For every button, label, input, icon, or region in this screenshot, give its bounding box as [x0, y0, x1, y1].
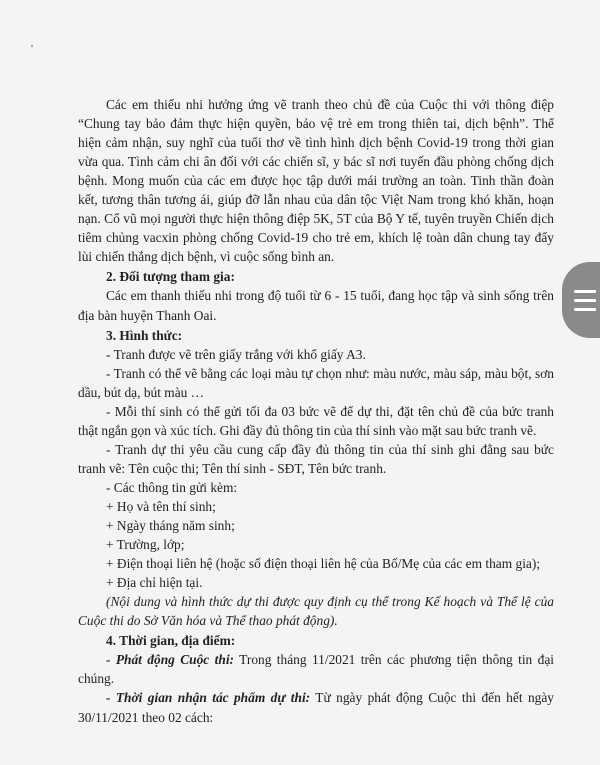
section-3-item: - Tranh dự thi yêu cầu cung cấp đầy đủ thông tin của thí sinh ghi đằng sau bức tranh vẽ: Tên cuộc thi; Tên thí sinh - SĐT, Tên bức tranh. [78, 441, 554, 476]
section-3-item: + Điện thoại liên hệ (hoặc số điện thoại liên hệ của Bố/Mẹ của các em tham gia); [106, 556, 541, 572]
section-3-item: + Địa chỉ hiện tại. [106, 575, 203, 591]
scan-speck [31, 45, 33, 47]
section-3-item: - Tranh có thể vẽ bằng các loại màu tự chọn như: màu nước, màu sáp, màu bột, sơn dầu, bút dạ, bút màu … [78, 365, 554, 400]
launch-label: - Phát động Cuộc thi: [106, 652, 234, 668]
menu-icon[interactable] [562, 262, 600, 338]
receive-paragraph [78, 688, 554, 726]
menu-bar [574, 299, 596, 302]
menu-bar [574, 308, 596, 311]
section-3-item: - Các thông tin gửi kèm: [106, 479, 238, 495]
intro-paragraph: Các em thiếu nhi hưởng ứng vẽ tranh theo chủ đề của Cuộc thi với thông điệp “Chung tay bảo đảm thực hiện quyền, bảo vệ trẻ em trong thiên tai, dịch bệnh”. Thể hiện cảm nhận, suy nghĩ của tuổi thơ về tình hình dịch bệnh Covid-19 trong thời gian vừa qua. Tình cảm chi ân đối với các chiến sĩ, y bác sĩ nơi tuyến đầu phòng chống dịch bệnh. Mong muốn của các em được học tập dưới mái trường an toàn. Tinh thần đoàn kết, tương thân tương ái, giúp đỡ lẫn nhau của dân tộc Việt Nam trong khó khăn, hoạn nạn. Cổ vũ mọi người thực hiện thông điệp 5K, 5T của Bộ Y tế, tuyên truyền Chiến dịch tiêm chủng vacxin phòng chống Covid-19 cho trẻ em, khích lệ toàn dân chung tay đẩy lùi chiến thắng dịch bệnh, vì cuộc sống bình an. [78, 97, 554, 265]
section-3-item: + Ngày tháng năm sinh; [106, 518, 235, 534]
section-3-item: - Tranh được vẽ trên giấy trắng với khổ giấy A3. [106, 346, 366, 362]
launch-text: Trong tháng 11/2021 trên các phương tiện thông tin đại chúng. [78, 652, 554, 687]
section-3-heading: 3. Hình thức: [106, 327, 183, 343]
receive-label: - Thời gian nhận tác phẩm dự thi: [106, 690, 311, 706]
section-3-item: - Mỗi thí sinh có thể gửi tối đa 03 bức vẽ để dự thi, đặt tên chủ đề của bức tranh thật ngắn gọn và xúc tích. Ghi đầy đủ thông tin của thí sinh vào mặt sau bức tranh vẽ. [78, 403, 554, 438]
section-3-item: + Họ và tên thí sinh; [106, 498, 216, 514]
document-body [78, 95, 554, 727]
section-3-item: + Trường, lớp; [106, 537, 185, 553]
section-2-text: Các em thanh thiếu nhi trong độ tuổi từ 6 - 15 tuổi, đang học tập và sinh sống trên địa bàn huyện Thanh Oai. [78, 288, 554, 323]
section-3-note: (Nội dung và hình thức dự thi được quy định cụ thể trong Kế hoạch và Thể lệ của Cuộc thi do Sở Văn hóa và Thể thao phát động). [78, 594, 554, 629]
menu-bar [574, 290, 596, 293]
receive-text: Từ ngày phát động Cuộc thi đến hết ngày 30/11/2021 theo 02 cách: [78, 690, 554, 725]
section-4-heading: 4. Thời gian, địa điểm: [106, 633, 236, 649]
section-2-heading: 2. Đối tượng tham gia: [106, 269, 235, 285]
launch-paragraph [78, 650, 554, 688]
